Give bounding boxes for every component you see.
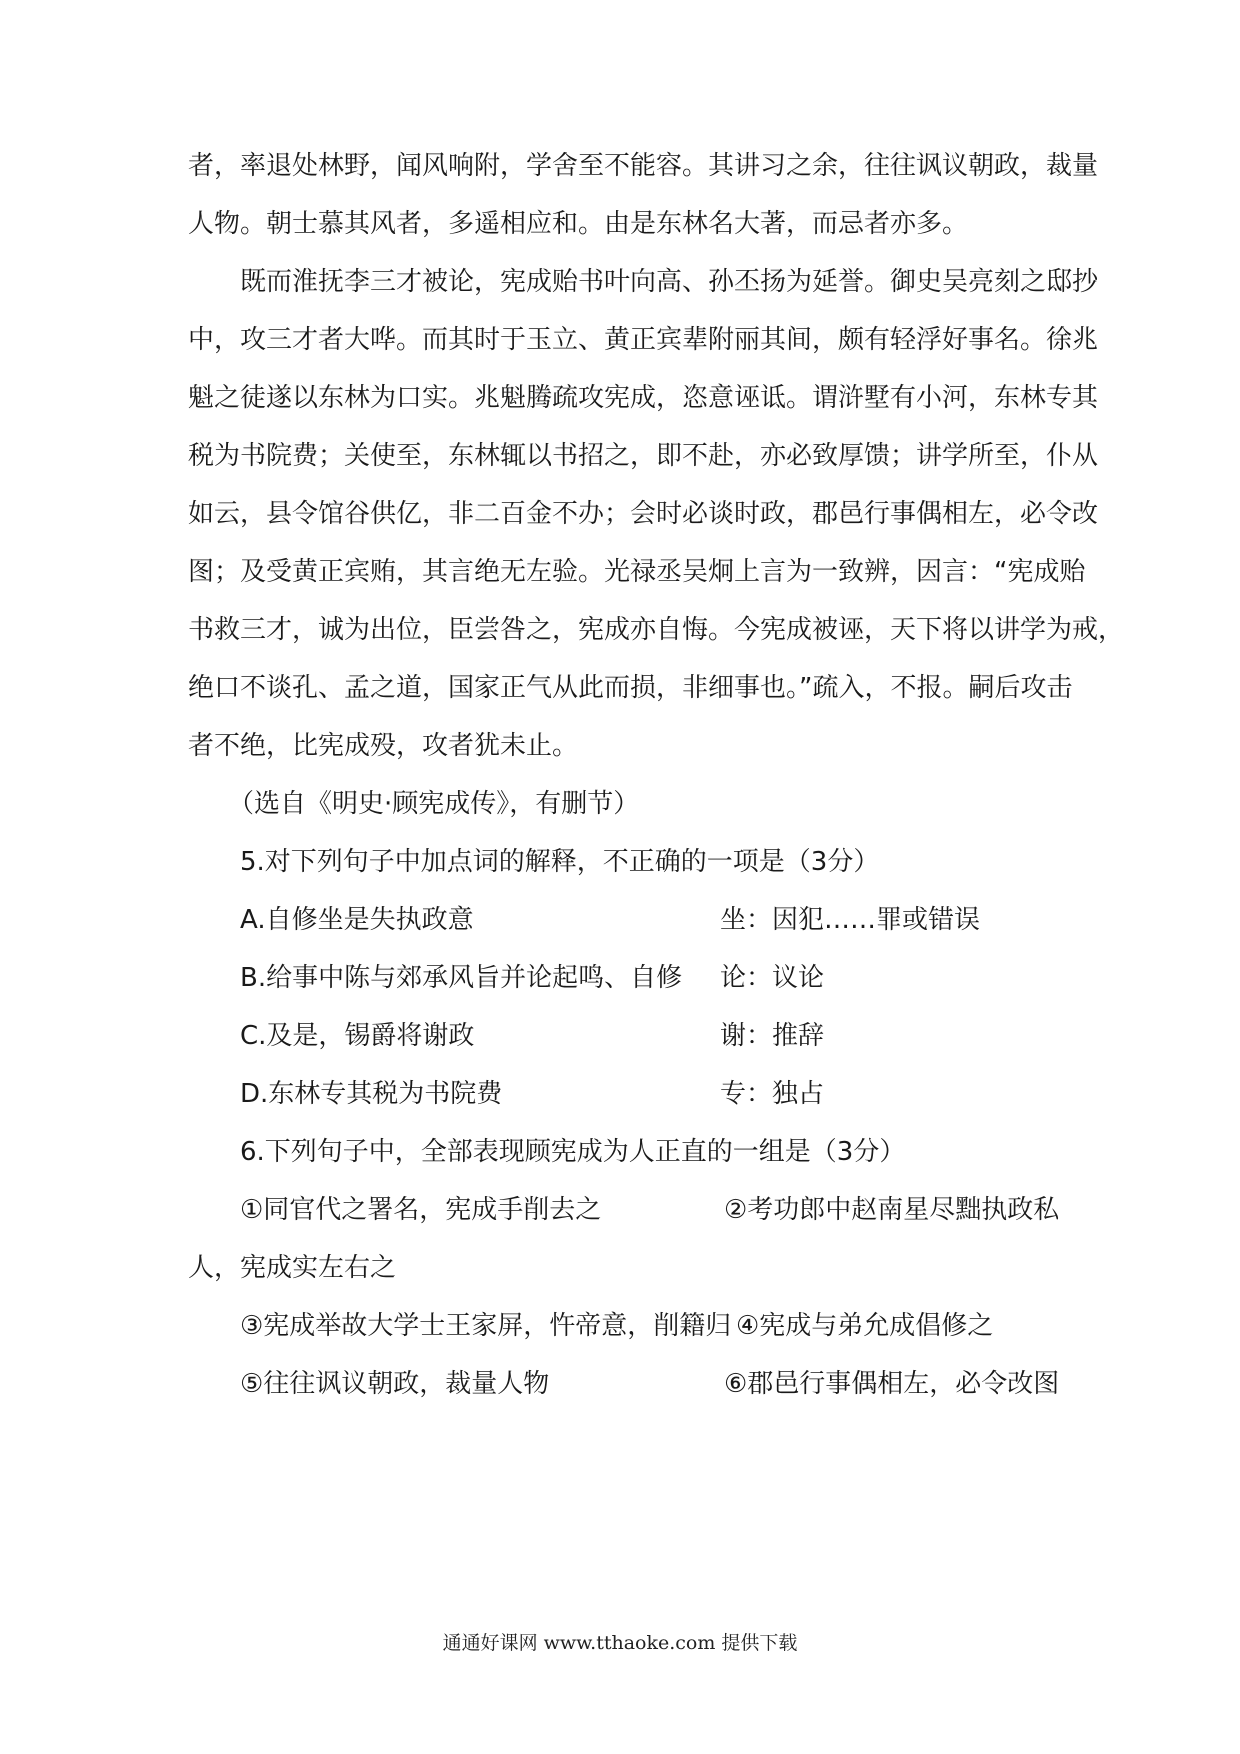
q6-item-2-continued: 人，宪成实左右之 [188,1253,397,1283]
q5-option-a-gloss: 坐：因犯……罪或错误 [720,905,981,935]
q6-item-1: ①同官代之署名，宪成手削去之 [240,1195,602,1225]
q5-option-b-gloss: 论：议论 [720,963,825,993]
passage-line: 中，攻三才者大哗。而其时于玉立、黄正宾辈附丽其间，颇有轻浮好事名。徐兆 [188,325,1099,355]
passage-line: 者，率退处林野，闻风响附，学舍至不能容。其讲习之余，往往讽议朝政，裁量 [188,151,1099,181]
passage-line: 者不绝，比宪成殁，攻者犹未止。 [188,731,579,761]
passage-line: 人物。朝士慕其风者，多遥相应和。由是东林名大著，而忌者亦多。 [188,209,969,239]
passage-source: （选自《明史·顾宪成传》，有删节） [228,789,640,819]
q6-item-4: ④宪成与弟允成倡修之 [736,1311,994,1341]
question-5-stem: 5.对下列句子中加点词的解释，不正确的一项是（3分） [240,847,880,877]
passage-line: 绝口不谈孔、孟之道，国家正气从此而损，非细事也。”疏入，不报。嗣后攻击 [188,673,1073,703]
passage-line: 如云，县令馆谷供亿，非二百金不办；会时必谈时政，郡邑行事偶相左，必令改 [188,499,1099,529]
passage-line: 魁之徒遂以东林为口实。兆魁腾疏攻宪成，恣意诬诋。谓浒墅有小河，东林专其 [188,383,1099,413]
q5-option-d-gloss: 专：独占 [720,1079,825,1109]
q5-option-a-sentence: A.自修坐是失执政意 [240,905,474,935]
q6-item-5: ⑤往往讽议朝政，裁量人物 [240,1369,550,1399]
page-footer: 通通好课网 www.tthaoke.com 提供下载 [442,1632,798,1654]
q6-item-6: ⑥郡邑行事偶相左，必令改图 [724,1369,1060,1399]
q5-option-c-sentence: C.及是，锡爵将谢政 [240,1021,475,1051]
q6-item-2: ②考功郎中赵南星尽黜执政私 [724,1195,1060,1225]
passage-line: 图；及受黄正宾贿，其言绝无左验。光禄丞吴炯上言为一致辨，因言：“宪成贻 [188,557,1086,587]
q5-option-b-sentence: B.给事中陈与郊承风旨并论起鸣、自修 [240,963,683,993]
passage-line: 税为书院费；关使至，东林辄以书招之，即不赴，亦必致厚馈；讲学所至，仆从 [188,441,1099,471]
passage-line: 书救三才，诚为出位，臣尝咎之，宪成亦自悔。今宪成被诬，天下将以讲学为戒， [188,615,1125,645]
question-6-stem: 6.下列句子中，全部表现顾宪成为人正直的一组是（3分） [240,1137,906,1167]
q5-option-d-sentence: D.东林专其税为书院费 [240,1079,503,1109]
passage-line: 既而淮抚李三才被论，宪成贻书叶向高、孙丕扬为延誉。御史吴亮刻之邸抄 [240,267,1099,297]
q6-item-3: ③宪成举故大学士王家屏，忤帝意，削籍归 [240,1311,732,1341]
q5-option-c-gloss: 谢：推辞 [720,1021,825,1051]
